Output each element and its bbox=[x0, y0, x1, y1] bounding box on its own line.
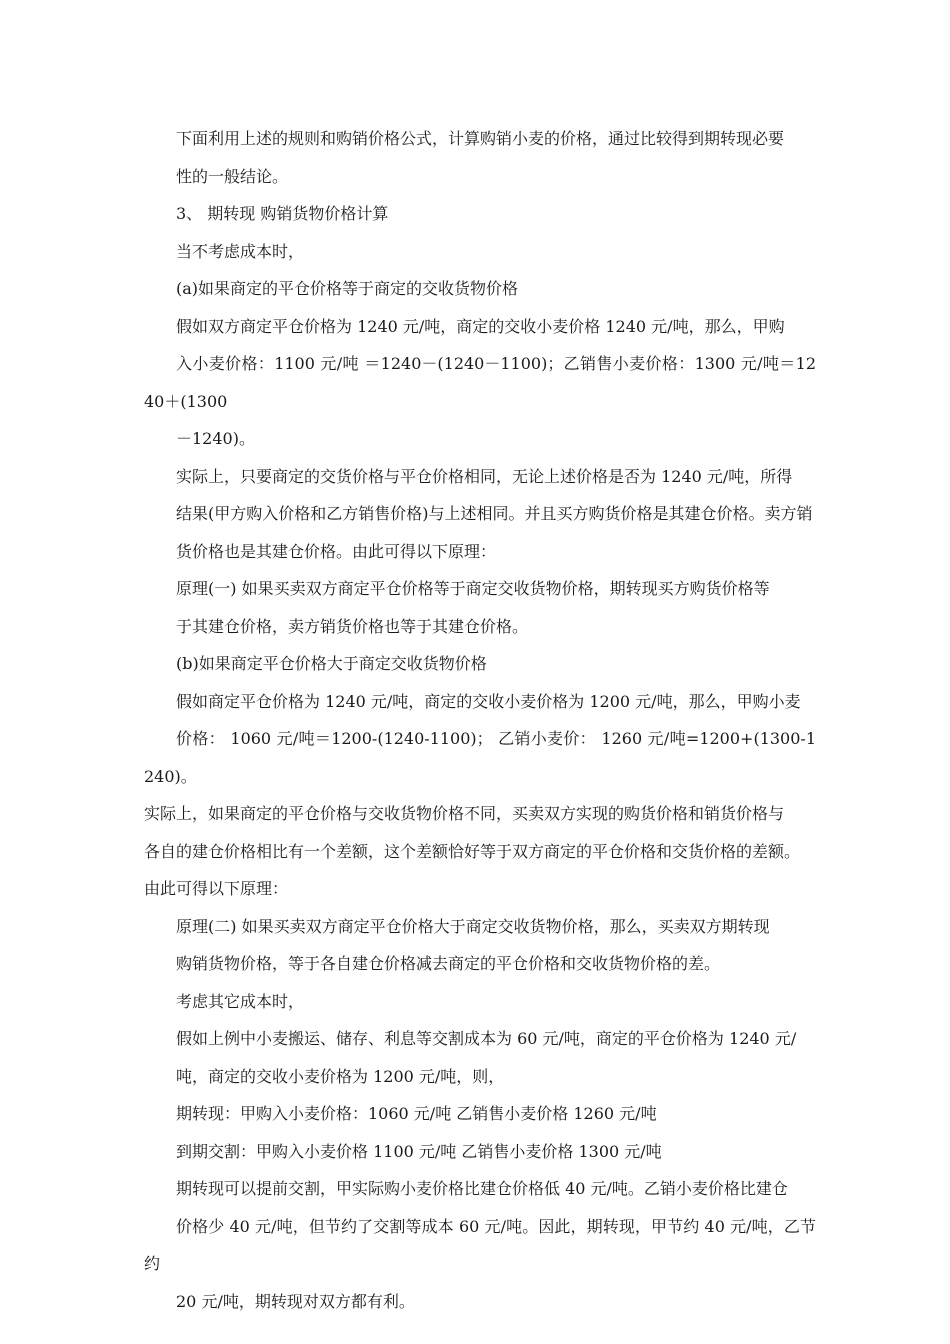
document-body bbox=[144, 120, 816, 1320]
paragraph bbox=[144, 1170, 816, 1320]
paragraph bbox=[144, 120, 816, 195]
paragraph bbox=[144, 458, 816, 571]
paragraph bbox=[144, 195, 816, 233]
paragraph bbox=[144, 270, 816, 308]
text-line: 到期交割：甲购入小麦价格 1100 元/吨 乙销售小麦价格 1300 元/吨 bbox=[176, 1141, 662, 1161]
text-line: 于其建仓价格，卖方销货价格也等于其建仓价格。 bbox=[176, 616, 529, 636]
paragraph bbox=[144, 645, 816, 683]
text-line: 原理(二) 如果买卖双方商定平仓价格大于商定交收货物价格，那么，买卖双方期转现 bbox=[176, 916, 770, 936]
paragraph bbox=[144, 1095, 816, 1133]
paragraph bbox=[144, 795, 816, 908]
text-line: 购销货物价格，等于各自建仓价格减去商定的平仓价格和交收货物价格的差。 bbox=[176, 954, 721, 973]
text-line: 价格： 1060 元/吨＝1200-(1240-1100)； 乙销小麦价： 1260 元/吨=1200+(1300-1240)。 bbox=[144, 729, 816, 786]
text-line: 各自的建仓价格相比有一个差额，这个差额恰好等于双方商定的平仓价格和交货价格的差额。 bbox=[144, 841, 801, 861]
text-line: 货价格也是其建仓价格。由此可得以下原理： bbox=[176, 541, 497, 561]
text-line: 实际上，只要商定的交货价格与平仓价格相同，无论上述价格是否为 1240 元/吨，所得 bbox=[176, 466, 793, 486]
paragraph bbox=[144, 983, 816, 1021]
paragraph bbox=[144, 683, 816, 796]
text-line: 假如双方商定平仓价格为 1240 元/吨，商定的交收小麦价格 1240 元/吨，那么，甲购 bbox=[176, 316, 785, 336]
text-line: 假如商定平仓价格为 1240 元/吨，商定的交收小麦价格为 1200 元/吨，那么，甲购小麦 bbox=[176, 691, 801, 711]
text-line: 期转现可以提前交割，甲实际购小麦价格比建仓价格低 40 元/吨。乙销小麦价格比建仓 bbox=[176, 1179, 788, 1198]
text-line: －1240)。 bbox=[176, 429, 255, 448]
paragraph bbox=[144, 908, 816, 983]
text-line: 由此可得以下原理： bbox=[144, 879, 289, 898]
text-line: 3、 期转现 购销货物价格计算 bbox=[176, 204, 389, 223]
text-line: 原理(一) 如果买卖双方商定平仓价格等于商定交收货物价格，期转现买方购货价格等 bbox=[176, 579, 770, 598]
text-line: 性的一般结论。 bbox=[176, 166, 289, 186]
text-line: 假如上例中小麦搬运、储存、利息等交割成本为 60 元/吨，商定的平仓价格为 1240 元/ bbox=[176, 1029, 797, 1048]
text-line: 实际上，如果商定的平仓价格与交收货物价格不同，买卖双方实现的购货价格和销货价格与 bbox=[144, 804, 785, 823]
paragraph bbox=[144, 308, 816, 458]
text-line: (a)如果商定的平仓价格等于商定的交收货物价格 bbox=[176, 279, 519, 298]
paragraph bbox=[144, 1133, 816, 1171]
text-line: 期转现：甲购入小麦价格：1060 元/吨 乙销售小麦价格 1260 元/吨 bbox=[176, 1104, 657, 1123]
text-line: 下面利用上述的规则和购销价格公式，计算购销小麦的价格，通过比较得到期转现必要 bbox=[176, 129, 785, 148]
text-line: 入小麦价格：1100 元/吨 ＝1240－(1240－1100)；乙销售小麦价格：1300 元/吨＝1240＋(1300 bbox=[144, 354, 816, 411]
text-line: 吨，商定的交收小麦价格为 1200 元/吨，则， bbox=[176, 1066, 505, 1086]
text-line: 当不考虑成本时， bbox=[176, 241, 305, 261]
text-line: 考虑其它成本时， bbox=[176, 991, 305, 1011]
text-line: 20 元/吨，期转现对双方都有利。 bbox=[176, 1291, 415, 1311]
paragraph bbox=[144, 570, 816, 645]
paragraph bbox=[144, 233, 816, 271]
text-line: 结果(甲方购入价格和乙方销售价格)与上述相同。并且买方购货价格是其建仓价格。卖方销 bbox=[176, 504, 813, 523]
text-line: 价格少 40 元/吨，但节约了交割等成本 60 元/吨。因此，期转现，甲节约 40 元/吨，乙节约 bbox=[144, 1216, 816, 1273]
text-line: (b)如果商定平仓价格大于商定交收货物价格 bbox=[176, 654, 487, 673]
paragraph bbox=[144, 1020, 816, 1095]
